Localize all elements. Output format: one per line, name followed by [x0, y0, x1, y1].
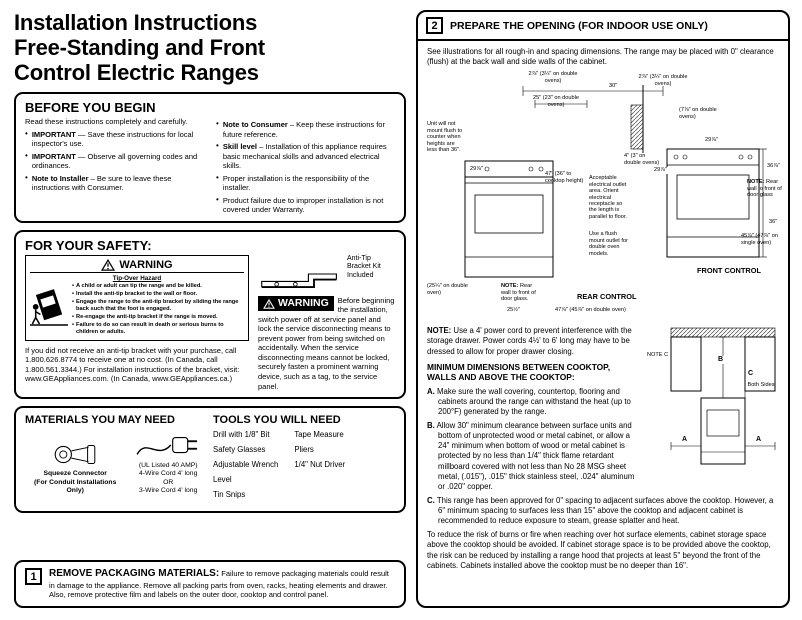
power-warning — [258, 296, 395, 391]
item-b: B. Allow 30" minimum clearance between surface units and bottom of unprotected wood or metal cabinet, or allow a 24" minimum when bottom of wood or metal cabinet is protected by no less than 1/4" thick flame retardant millboard covered with not less than No 28 MSG sheet metal, (.015"), .015" thick stainless steel, .024" aluminum or .020" copper. — [427, 421, 635, 491]
dim-label: 47" (36" to cooktop height) — [545, 171, 584, 184]
safety-left — [25, 255, 249, 391]
materials-heading: MATERIALS YOU MAY NEED — [25, 414, 175, 427]
safety-right — [258, 255, 395, 391]
dim-label: (7⅞" on double ovens) — [679, 107, 717, 120]
list-item: • Failure to do so can result in death or serious burns to children or adults. — [72, 321, 224, 335]
dim-label: 36" — [769, 219, 778, 226]
power-cord-figure: (UL Listed 40 AMP) 4-Wire Cord 4' long OR 3-Wire Cord 4' long — [133, 430, 203, 495]
squeeze-connector-icon — [52, 441, 98, 468]
list-item: • Engage the range to the anti-tip bracket by sliding the range back such that the foot is engaged. — [72, 298, 239, 312]
bullet-dot: • — [72, 298, 74, 305]
before-you-begin-heading: BEFORE YOU BEGIN — [25, 100, 156, 116]
opening-diagrams — [427, 71, 782, 323]
list-item: • Skill level – Installation of this appliance requires basic mechanical skills and advanced electrical skills. — [216, 141, 387, 171]
bullet-dot: • — [72, 321, 74, 328]
squeeze-connector-figure: Squeeze Connector (For Conduit Installations Only) — [25, 441, 125, 495]
dim-a-right-label: A — [756, 436, 762, 444]
title-line-3: Control Electric Ranges — [14, 60, 259, 86]
dim-a-left-label: A — [682, 436, 688, 444]
cabinet-clearance-diagram — [647, 326, 779, 476]
minimum-dimensions-heading: MINIMUM DIMENSIONS BETWEEN COOKTOP, WALLS AND ABOVE THE COOKTOP: — [427, 361, 611, 383]
cabinet-diagram-art — [647, 326, 779, 476]
bullet-dot: • — [25, 128, 28, 138]
before-left-column — [25, 117, 204, 215]
bullet-dot: • — [72, 313, 74, 320]
dim-label: 29⅞" — [470, 166, 483, 173]
dim-label: 2⅞" (3¼" on double ovens) — [638, 74, 688, 87]
dim-b-label: B — [718, 356, 724, 364]
page-title — [14, 10, 406, 85]
anti-tip-bracket-icon — [258, 255, 342, 293]
item-c: C. This range has been approved for 0" spacing to adjacent surfaces above the cooktop. However, a 6" minimum spacing to surfaces less than 15" above the cooktop and adjacent cabinet is recommended to reduce exposure to steam, grease splatter and heat. — [427, 495, 774, 526]
dim-label: 29⅞" — [705, 137, 718, 144]
anti-tip-contact-text: If you did not receive an anti-tip bracket with your purchase, call 1.800.626.8774 to receive one at no cost. (In Canada, call 1.800.561.3344.) For installation instructions of the bracket, visit: www.GEAppliances.com. (In Canada, www.GEAppliances.ca.) — [25, 345, 240, 384]
tip-over-title: Tip-Over Hazard — [112, 274, 162, 282]
diagram-note: NOTE: Rear wall to front of door glass. — [501, 283, 536, 303]
tools-list-1 — [213, 430, 278, 505]
for-your-safety-section — [14, 230, 406, 399]
dim-label: 47⅞" (45⅞" on double oven) — [555, 307, 626, 314]
materials-column — [25, 414, 203, 505]
dim-label: 25" (23" on double ovens) — [533, 95, 579, 108]
front-control-caption: FRONT CONTROL — [696, 266, 762, 276]
tool-item: Drill with 1/8" Bit — [213, 430, 270, 440]
tools-list-2 — [294, 430, 345, 505]
closing-paragraph: To reduce the risk of burns or fire when reaching over hot surface elements, cabinet storage space above the cooktop should be avoided. If cabinet storage space is to be provided above the cooktop, the risk can be reduced by installing a range hood that projects at least 5" beyond the front of the cabinets. Cabinets installed above the cooktop must be no deeper than 16". — [427, 530, 771, 570]
diagram-note: Use a flush mount outlet for double oven models. — [589, 231, 628, 257]
tool-item: Safety Glasses — [213, 445, 266, 455]
bullet-dot: • — [216, 141, 219, 151]
before-intro: Read these instructions completely and carefully. — [25, 117, 188, 127]
list-item: • Note to Installer – Be sure to leave these instructions with Consumer. — [25, 172, 172, 193]
list-item: • IMPORTANT — Observe all governing codes and ordinances. — [25, 150, 198, 171]
bullet-dot: • — [72, 290, 74, 297]
tools-column — [213, 414, 395, 505]
tip-over-list — [72, 283, 244, 337]
dim-label: (25¼" on double oven) — [427, 283, 468, 296]
step-2-intro: See illustrations for all rough-in and spacing dimensions. The range may be placed with 0" clearance (flush) at the back wall and side walls of the cabinet. — [427, 47, 774, 67]
list-item: • A child or adult can tip the range and be killed. — [72, 282, 202, 289]
step-1-text: REMOVE PACKAGING MATERIALS: Failure to remove packaging materials could result in damage to the appliance. Remove all packing parts from oven, racks, heating elements and drawer. Also, remove protective film and labels on the outer door, cooktop and control panel. — [49, 568, 389, 600]
warning-triangle-icon — [101, 259, 115, 271]
list-item: • Proper installation is the responsibility of the installer. — [216, 172, 370, 193]
step-1-section — [14, 560, 406, 608]
title-line-1: Installation Instructions — [14, 10, 258, 35]
tool-item: Tin Snips — [213, 490, 246, 500]
title-line-2: Free-Standing and Front — [14, 35, 265, 61]
dim-label: 25½" — [507, 307, 520, 314]
right-column — [416, 10, 790, 608]
bullet-dot: • — [25, 172, 28, 182]
list-item: • Install the anti-tip bracket to the wall or floor. — [72, 290, 198, 297]
power-cord-note: NOTE: Use a 4' power cord to prevent interference with the storage drawer. Power cords 4½' to 6' long may have to be dressed to allow for proper drawer closing. — [427, 326, 632, 356]
step-2-body — [418, 41, 788, 606]
rear-control-caption: REAR CONTROL — [577, 292, 637, 302]
tools-heading: TOOLS YOU WILL NEED — [213, 414, 341, 427]
list-item: • Note to Consumer – Keep these instructions for future reference. — [216, 119, 385, 139]
tip-over-hazard-icon — [30, 283, 68, 327]
step-1-number: 1 — [25, 568, 42, 585]
list-item: • Product failure due to improper installation is not covered under Warranty. — [216, 194, 384, 215]
warning-label: WARNING — [119, 258, 173, 271]
step-2-heading-row — [418, 12, 788, 41]
item-a: A. Make sure the wall covering, countertop, flooring and cabinets around the range can withstand the heat (up to 200°F) generated by the range. — [427, 386, 631, 416]
step-2-number: 2 — [426, 17, 443, 34]
power-cord-icon — [134, 430, 202, 460]
left-column — [14, 10, 406, 608]
list-item: • IMPORTANT — Save these instructions for local inspector's use. — [25, 128, 194, 149]
diagram-note: NOTE: Rear wall to front of door glass — [747, 179, 782, 199]
bracket-caption: Anti-Tip Bracket Kit Included — [347, 254, 381, 279]
safety-heading: FOR YOUR SAFETY: — [25, 237, 152, 253]
note-c-label: NOTE C — [647, 352, 669, 359]
diagram-note: Acceptable electrical outlet area. Orient electrical receptacle so the length is parallel to floor. — [589, 175, 627, 220]
both-sides-label: Both Sides — [747, 382, 775, 389]
dim-label: 29⅞" — [654, 167, 667, 174]
dim-label: 30" — [609, 83, 618, 90]
tool-item: Tape Measure — [294, 430, 344, 440]
warning-badge: WARNING — [258, 296, 334, 311]
bullet-dot: • — [72, 282, 74, 289]
tip-over-warning-box — [25, 255, 249, 341]
power-warning-text: Before beginning the installation, switch power off at service panel and lock the service disconnecting means to prevent power from being switched on accidentally. When the service disconnecting means cannot be locked, securely fasten a prominent warning device, such as a tag, to the service panel. — [258, 295, 395, 391]
step-2-heading: PREPARE THE OPENING (FOR INDOOR USE ONLY) — [450, 19, 708, 32]
bullet-dot: • — [25, 150, 28, 160]
before-you-begin-section — [14, 92, 406, 223]
tool-item: Pliers — [294, 445, 314, 455]
warning-header — [30, 259, 244, 273]
before-right-column — [216, 117, 395, 215]
warning-triangle-icon — [263, 299, 275, 309]
tool-item: 1/4" Nut Driver — [294, 460, 346, 470]
dim-label: 36⅞" — [767, 163, 780, 170]
materials-tools-section — [14, 406, 406, 513]
list-item: • Re-engage the anti-tip bracket if the range is moved. — [72, 313, 218, 320]
dim-label: 2⅞" (3¼" on double ovens) — [528, 71, 578, 84]
bullet-dot: • — [216, 194, 219, 204]
tool-item: Level — [213, 475, 232, 485]
bullet-dot: • — [216, 119, 219, 129]
dim-label: 45⅞" (47⅞" on single oven) — [741, 233, 778, 246]
diagram-note: Unit will not mount flush to counter when heights are less than 36". — [427, 121, 463, 153]
bullet-dot: • — [216, 172, 219, 182]
dim-c-label: C — [748, 370, 754, 378]
tool-item: Adjustable Wrench — [213, 460, 279, 470]
dim-label: 4" (3" on double ovens) — [624, 153, 660, 166]
